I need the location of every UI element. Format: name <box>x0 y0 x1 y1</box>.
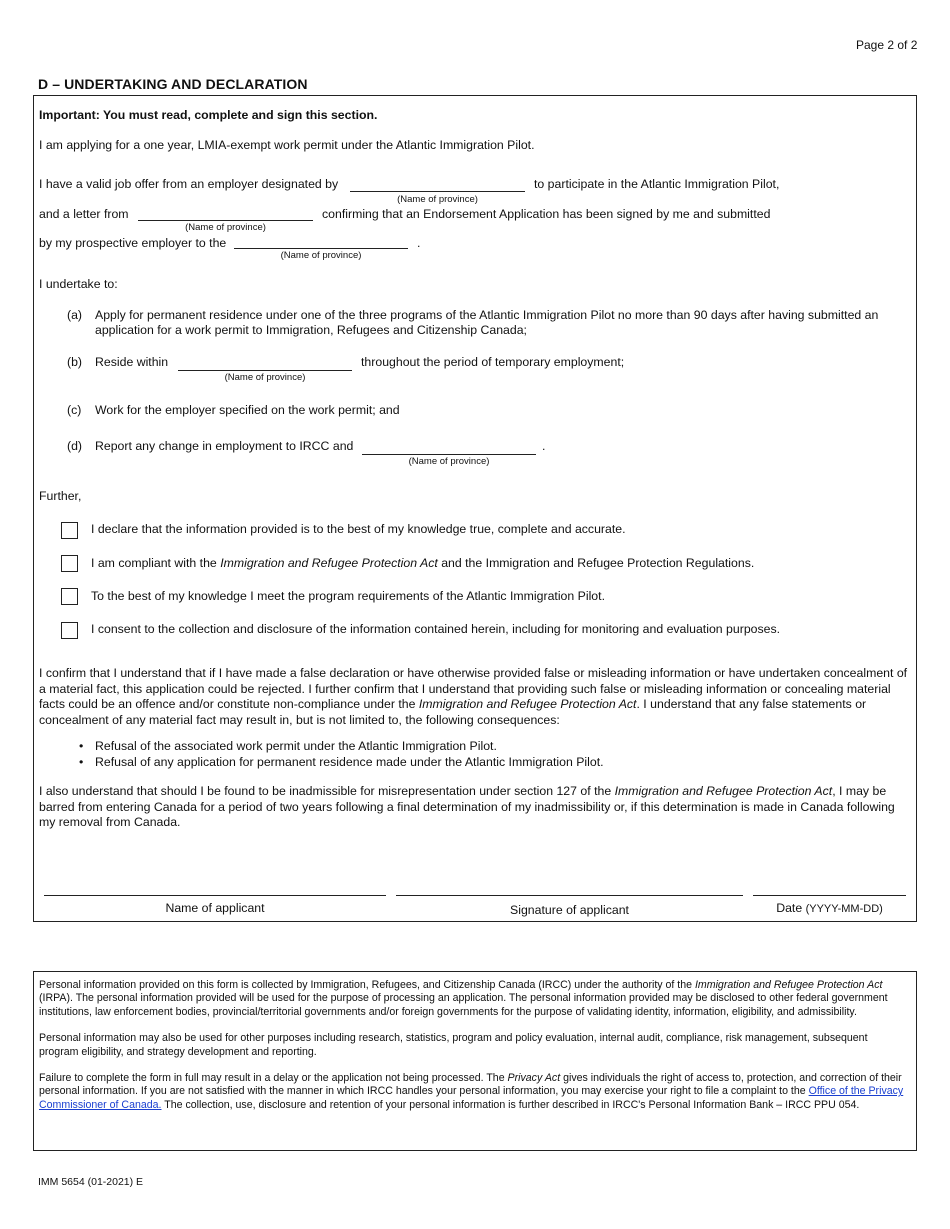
consequences-list <box>77 739 897 770</box>
applicant-name-label: Name of applicant <box>165 901 265 915</box>
letter-province-label: (Name of province) <box>185 222 266 233</box>
reside-province-label: (Name of province) <box>224 372 306 383</box>
undertaking-b-prefix: Reside within <box>95 355 169 369</box>
applicant-signature-field[interactable] <box>396 895 743 896</box>
undertaking-d-suffix: . <box>542 439 546 453</box>
declaration-consent-text: I consent to the collection and disclosure of the information contained herein, including for monitoring and evaluation purposes. <box>91 622 781 636</box>
prospective-province-label: (Name of province) <box>280 250 362 261</box>
undertake-heading: I undertake to: <box>39 277 118 291</box>
job-offer-province-label: (Name of province) <box>397 194 478 205</box>
privacy-commissioner-link[interactable]: Office of the Privacy Commissioner of Canada. <box>39 1085 904 1111</box>
declaration-requirements-text: To the best of my knowledge I meet the program requirements of the Atlantic Immigration Pilot. <box>91 589 605 603</box>
applicant-name-field[interactable] <box>44 895 386 896</box>
letter-prefix: and a letter from <box>39 207 129 221</box>
privacy-notice <box>39 979 909 1112</box>
consequence-item: • Refusal of the associated work permit under the Atlantic Immigration Pilot. <box>77 739 897 755</box>
undertaking-d-letter: (d) <box>67 439 83 453</box>
section-title: D – UNDERTAKING AND DECLARATION <box>38 76 308 92</box>
undertaking-a-line2: application for a work permit to Immigration, Refugees and Citizenship Canada; <box>95 323 527 337</box>
privacy-paragraph-uses: Personal information may also be used for other purposes including research, statistics, program and policy evaluation, internal audit, compliance, risk management, subsequent program eligibility, and strategy development and reporting. <box>39 1032 868 1058</box>
undertaking-b-letter: (b) <box>67 355 83 369</box>
prospective-province-field[interactable] <box>234 248 408 249</box>
prospective-prefix: by my prospective employer to the <box>39 236 227 250</box>
confirm-paragraph: I confirm that I understand that if I have made a false declaration or have otherwise provided false or misleading information or have undertaken concealment of a material fact, this application could be rejected. I further confirm that I understand that providing such false or misleading information or concealing material facts could be an offence and/or constitute non-compliance under the Immigration and Refugee Protection Act. I understand that any false statements or concealment of any material fact may result in, but is not limited to, the following consequences: <box>39 666 908 727</box>
job-offer-prefix: I have a valid job offer from an employer designated by <box>39 177 339 191</box>
report-province-label: (Name of province) <box>408 456 490 467</box>
applying-statement: I am applying for a one year, LMIA-exempt work permit under the Atlantic Immigration Pilot. <box>39 138 535 152</box>
prospective-suffix: . <box>417 236 421 250</box>
undertaking-d-prefix: Report any change in employment to IRCC and <box>95 439 354 453</box>
declaration-accurate-checkbox[interactable] <box>61 522 78 539</box>
declaration-compliant-text: I am compliant with the Immigration and Refugee Protection Act and the Immigration and Refugee Protection Regulations. <box>91 556 755 570</box>
job-offer-province-field[interactable] <box>350 191 525 192</box>
report-province-field[interactable] <box>362 454 536 455</box>
signature-date-label: Date (YYYY-MM-DD) <box>776 901 883 915</box>
consequence-item: • Refusal of any application for permanent residence made under the Atlantic Immigration Pilot. <box>77 755 897 771</box>
undertaking-c-letter: (c) <box>67 403 82 417</box>
undertaking-c-text: Work for the employer specified on the work permit; and <box>95 403 400 417</box>
inadmissible-paragraph: I also understand that should I be found to be inadmissible for misrepresentation under section 127 of the Immigration and Refugee Protection Act, I may be barred from entering Canada for a period of two years following a final determination of my inadmissibility or, if this determination is made in Canada following my removal from Canada. <box>39 784 895 829</box>
important-notice: Important: You must read, complete and sign this section. <box>39 108 378 122</box>
letter-suffix: confirming that an Endorsement Application has been signed by me and submitted <box>322 207 771 221</box>
undertaking-b-suffix: throughout the period of temporary employment; <box>361 355 625 369</box>
reside-province-field[interactable] <box>178 370 352 371</box>
privacy-paragraph-collection: Personal information provided on this form is collected by Immigration, Refugees, and Citizenship Canada (IRCC) under the authority of the Immigration and Refugee Protection Act (IRPA). The personal information provided will be used for the purpose of processing an application. The personal information provided may be disclosed to other federal government institutions, law enforcement bodies, provincial/territorial governments and/or foreign governments for the purpose of validating identity, information, eligibility, and admissibility. <box>39 979 888 1018</box>
letter-province-field[interactable] <box>138 220 313 221</box>
page-number: Page 2 of 2 <box>856 38 918 52</box>
job-offer-suffix: to participate in the Atlantic Immigration Pilot, <box>534 177 780 191</box>
declaration-consent-checkbox[interactable] <box>61 622 78 639</box>
applicant-signature-label: Signature of applicant <box>510 903 629 917</box>
form-id: IMM 5654 (01-2021) E <box>38 1176 144 1188</box>
declaration-requirements-checkbox[interactable] <box>61 588 78 605</box>
privacy-paragraph-rights: Failure to complete the form in full may result in a delay or the application not being processed. The Privacy Act gives individuals the right of access to, protection, and correction of their personal information. If you are not satisfied with the manner in which IRCC handles your personal information, you may exercise your right to file a complaint to the Office of the Privacy Commissioner of Canada. The collection, use, disclosure and retention of your personal information is further described in IRCC's Personal Information Bank – IRCC PPU 054. <box>39 1072 904 1111</box>
undertaking-a-letter: (a) <box>67 308 83 322</box>
signature-date-field[interactable] <box>753 895 906 896</box>
further-heading: Further, <box>39 489 82 503</box>
declaration-accurate-text: I declare that the information provided is to the best of my knowledge true, complete and accurate. <box>91 522 626 536</box>
undertaking-a-line1: Apply for permanent residence under one of the three programs of the Atlantic Immigration Pilot no more than 90 days after having submitted an <box>95 308 879 322</box>
declaration-compliant-checkbox[interactable] <box>61 555 78 572</box>
